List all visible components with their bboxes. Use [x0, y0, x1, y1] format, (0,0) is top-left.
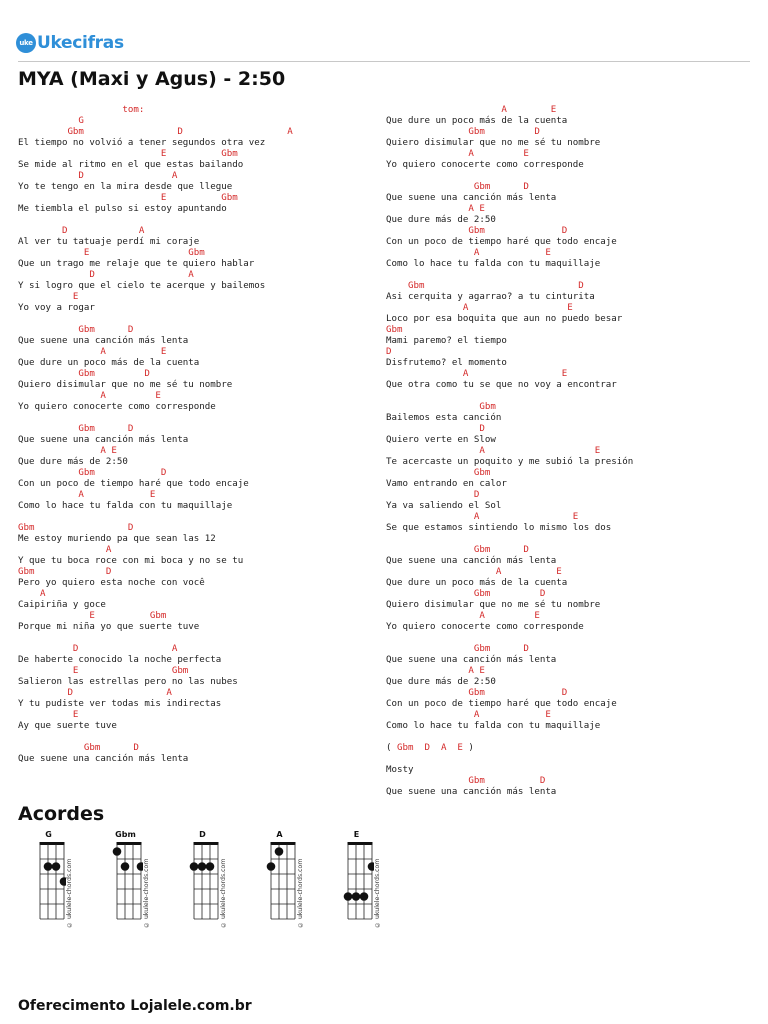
- chord-line: [386, 270, 746, 281]
- chord-line: [18, 512, 378, 523]
- chord-line: A: [18, 589, 46, 599]
- lyric-line: El tiempo no volvió a tener segundos otra vez: [18, 138, 266, 148]
- chord-diagram: [340, 830, 406, 930]
- chord-name: D: [199, 830, 206, 839]
- nut: [117, 842, 142, 845]
- mixed-line: [386, 743, 746, 754]
- lyric-line: Disfrutemo? el momento: [386, 358, 507, 368]
- chord-line: E Gbm: [18, 611, 167, 621]
- lyric-line: Yo quiero conocerte como corresponde: [18, 402, 216, 412]
- chord-line: [18, 633, 378, 644]
- fretboard: [32, 830, 66, 930]
- chord-line: A E: [386, 248, 551, 258]
- lyric-line: Como lo hace tu falda con tu maquillaje: [18, 501, 233, 511]
- lyric-text: ): [462, 743, 474, 753]
- finger-dot: [275, 847, 284, 856]
- chord-line: [386, 171, 746, 182]
- lyric-line: Que dure un poco más de la cuenta: [386, 116, 568, 126]
- lyric-line: Ay que suerte tuve: [18, 721, 117, 731]
- lyric-line: Yo voy a rogar: [18, 303, 95, 313]
- chord-line: Gbm: [386, 402, 496, 412]
- finger-dot: [344, 892, 353, 901]
- chord-name: G: [45, 830, 52, 839]
- lyric-line: Que otra como tu se que no voy a encontrar: [386, 380, 617, 390]
- lyric-line: Con un poco de tiempo haré que todo encaje: [386, 237, 617, 247]
- finger-dot: [121, 862, 130, 871]
- nut: [40, 842, 65, 845]
- lyric-line: Yo quiero conocerte como corresponde: [386, 622, 584, 632]
- chord-line: Gbm D: [386, 589, 546, 599]
- chord-line: A E: [18, 446, 117, 456]
- lyric-line: Bailemos esta canción: [386, 413, 502, 423]
- chord-line: D: [386, 347, 392, 357]
- chord-line: D A: [18, 270, 194, 280]
- chord-line: Gbm D: [386, 545, 529, 555]
- fretboard: [263, 830, 297, 930]
- lyric-line: Caipiriña y goce: [18, 600, 106, 610]
- song-column-right: [386, 105, 746, 798]
- chord-text: Gbm D A E: [397, 743, 463, 753]
- fretboard: [109, 830, 143, 930]
- lyric-line: Loco por esa boquita que aun no puedo besar: [386, 314, 623, 324]
- ukecifras-logo[interactable]: [16, 32, 124, 54]
- lyric-line: Vamo entrando en calor: [386, 479, 507, 489]
- footer-sponsor: Oferecimento Lojalele.com.br: [18, 998, 252, 1014]
- lyric-line: Pero yo quiero esta noche con você: [18, 578, 205, 588]
- nut: [194, 842, 219, 845]
- chord-name: Gbm: [115, 830, 136, 839]
- site-watermark: © ukulele-chords.com: [220, 858, 227, 928]
- fretboard: [186, 830, 220, 930]
- lyric-line: Quiero disimular que no me sé tu nombre: [386, 600, 601, 610]
- chord-line: [386, 754, 746, 765]
- lyric-line: Se mide al ritmo en el que estas bailando: [18, 160, 244, 170]
- chord-line: [18, 314, 378, 325]
- chord-line: A E: [386, 149, 529, 159]
- lyric-line: Que dure más de 2:50: [386, 215, 496, 225]
- lyric-line: Que un trago me relaje que te quiero hablar: [18, 259, 255, 269]
- lyric-line: Salieron las estrellas pero no las nubes: [18, 677, 238, 687]
- chord-line: Gbm D: [18, 424, 134, 434]
- chord-diagram: [32, 830, 98, 930]
- chord-line: Gbm D: [18, 369, 150, 379]
- chord-line: [386, 732, 746, 743]
- chord-line: [18, 215, 378, 226]
- chord-line: A E: [18, 391, 161, 401]
- lyric-text: (: [386, 743, 397, 753]
- lyric-line: Que suene una canción más lenta: [386, 655, 557, 665]
- chord-line: G: [18, 116, 84, 126]
- nut: [348, 842, 373, 845]
- logo-badge: uke: [16, 33, 36, 53]
- lyric-line: Que suene una canción más lenta: [386, 193, 557, 203]
- finger-dot: [352, 892, 361, 901]
- chord-line: Gbm D: [386, 127, 540, 137]
- lyric-line: Se que estamos sintiendo lo mismo los dos: [386, 523, 612, 533]
- chord-diagram: [109, 830, 175, 930]
- chord-line: A E: [386, 567, 562, 577]
- chord-line: Gbm D: [18, 567, 112, 577]
- chord-line: A E: [18, 347, 167, 357]
- chord-line: A: [18, 545, 112, 555]
- lyric-line: Me estoy muriendo pa que sean las 12: [18, 534, 216, 544]
- lyric-line: Que suene una canción más lenta: [386, 556, 557, 566]
- chord-line: tom:: [18, 105, 145, 115]
- lyric-line: Al ver tu tatuaje perdí mi coraje: [18, 237, 200, 247]
- chord-line: E: [18, 292, 79, 302]
- chord-line: E Gbm: [18, 149, 238, 159]
- chord-line: A E: [386, 204, 485, 214]
- lyric-line: Como lo hace tu falda con tu maquillaje: [386, 721, 601, 731]
- chord-line: D A: [18, 688, 172, 698]
- chord-line: Gbm D: [18, 523, 134, 533]
- lyric-line: Mami paremo? el tiempo: [386, 336, 507, 346]
- chord-line: Gbm D: [18, 325, 134, 335]
- chord-diagram: [263, 830, 329, 930]
- header-divider: [18, 61, 750, 62]
- lyric-line: Asi cerquita y agarrao? a tu cinturita: [386, 292, 595, 302]
- finger-dot: [52, 862, 61, 871]
- chord-line: Gbm D: [386, 644, 529, 654]
- chord-line: E Gbm: [18, 193, 238, 203]
- chord-line: A E: [386, 303, 573, 313]
- lyric-line: De haberte conocido la noche perfecta: [18, 655, 222, 665]
- chord-line: A E: [386, 710, 551, 720]
- lyric-line: Quiero disimular que no me sé tu nombre: [18, 380, 233, 390]
- chord-line: A E: [18, 490, 156, 500]
- site-watermark: © ukulele-chords.com: [66, 858, 73, 928]
- chord-line: E: [18, 710, 79, 720]
- chord-line: [386, 391, 746, 402]
- chord-line: D: [386, 490, 480, 500]
- chord-line: A E: [386, 512, 579, 522]
- site-watermark: © ukulele-chords.com: [297, 858, 304, 928]
- lyric-line: Que suene una canción más lenta: [386, 787, 557, 797]
- chord-line: A E: [386, 611, 540, 621]
- song-column-left: [18, 105, 378, 765]
- chord-line: Gbm D: [386, 688, 568, 698]
- chord-line: E Gbm: [18, 666, 189, 676]
- page-title: MYA (Maxi y Agus) - 2:50: [18, 68, 286, 90]
- logo-text: Ukecifras: [37, 33, 124, 53]
- lyric-line: Me tiembla el pulso si estoy apuntando: [18, 204, 227, 214]
- chord-line: Gbm D: [386, 226, 568, 236]
- chord-line: [18, 413, 378, 424]
- chord-line: Gbm D: [386, 281, 584, 291]
- lyric-line: Y que tu boca roce con mi boca y no se tu: [18, 556, 244, 566]
- lyric-line: Quiero verte en Slow: [386, 435, 496, 445]
- lyric-line: Que suene una canción más lenta: [18, 435, 189, 445]
- chord-line: D A: [18, 644, 178, 654]
- finger-dot: [360, 892, 369, 901]
- lyric-line: Quiero disimular que no me sé tu nombre: [386, 138, 601, 148]
- chord-line: Gbm: [386, 468, 491, 478]
- chord-line: D: [386, 424, 485, 434]
- chord-line: D A: [18, 171, 178, 181]
- chord-name: A: [276, 830, 283, 839]
- lyric-line: Que dure más de 2:50: [386, 677, 496, 687]
- lyric-line: Como lo hace tu falda con tu maquillaje: [386, 259, 601, 269]
- chord-diagram: [186, 830, 252, 930]
- chord-line: A E: [386, 666, 485, 676]
- lyric-line: Mosty: [386, 765, 414, 775]
- chord-name: E: [353, 830, 360, 839]
- chord-line: [18, 732, 378, 743]
- site-watermark: © ukulele-chords.com: [374, 858, 381, 928]
- chord-line: Gbm: [386, 325, 403, 335]
- lyric-line: Con un poco de tiempo haré que todo encaje: [18, 479, 249, 489]
- finger-dot: [198, 862, 207, 871]
- lyric-line: Que suene una canción más lenta: [18, 754, 189, 764]
- site-watermark: © ukulele-chords.com: [143, 858, 150, 928]
- nut: [271, 842, 296, 845]
- lyric-line: Que dure un poco más de la cuenta: [18, 358, 200, 368]
- chord-line: A E: [386, 446, 601, 456]
- chord-line: A E: [386, 369, 568, 379]
- chord-line: Gbm D: [18, 468, 167, 478]
- lyric-line: Que suene una canción más lenta: [18, 336, 189, 346]
- lyric-line: Ya va saliendo el Sol: [386, 501, 502, 511]
- chord-line: [386, 534, 746, 545]
- chord-line: [386, 633, 746, 644]
- lyric-line: Y tu pudiste ver todas mis indirectas: [18, 699, 222, 709]
- lyric-line: Te acercaste un poquito y me subió la presión: [386, 457, 634, 467]
- lyric-line: Que dure más de 2:50: [18, 457, 128, 467]
- finger-dot: [190, 862, 199, 871]
- fretboard: [340, 830, 374, 930]
- finger-dot: [267, 862, 276, 871]
- finger-dot: [113, 847, 122, 856]
- chord-line: Gbm D A: [18, 127, 293, 137]
- chord-line: Gbm D: [386, 182, 529, 192]
- lyric-line: Yo quiero conocerte como corresponde: [386, 160, 584, 170]
- chord-line: Gbm D: [386, 776, 546, 786]
- lyric-line: Que dure un poco más de la cuenta: [386, 578, 568, 588]
- lyric-line: Porque mi niña yo que suerte tuve: [18, 622, 200, 632]
- lyric-line: Y si logro que el cielo te acerque y bailemos: [18, 281, 266, 291]
- chord-line: A E: [386, 105, 557, 115]
- chords-heading: Acordes: [18, 803, 105, 825]
- lyric-line: Con un poco de tiempo haré que todo encaje: [386, 699, 617, 709]
- chord-line: Gbm D: [18, 743, 139, 753]
- lyric-line: Yo te tengo en la mira desde que llegue: [18, 182, 233, 192]
- finger-dot: [206, 862, 215, 871]
- finger-dot: [44, 862, 53, 871]
- chord-line: E Gbm: [18, 248, 205, 258]
- chord-line: D A: [18, 226, 145, 236]
- chord-diagrams: [0, 830, 768, 930]
